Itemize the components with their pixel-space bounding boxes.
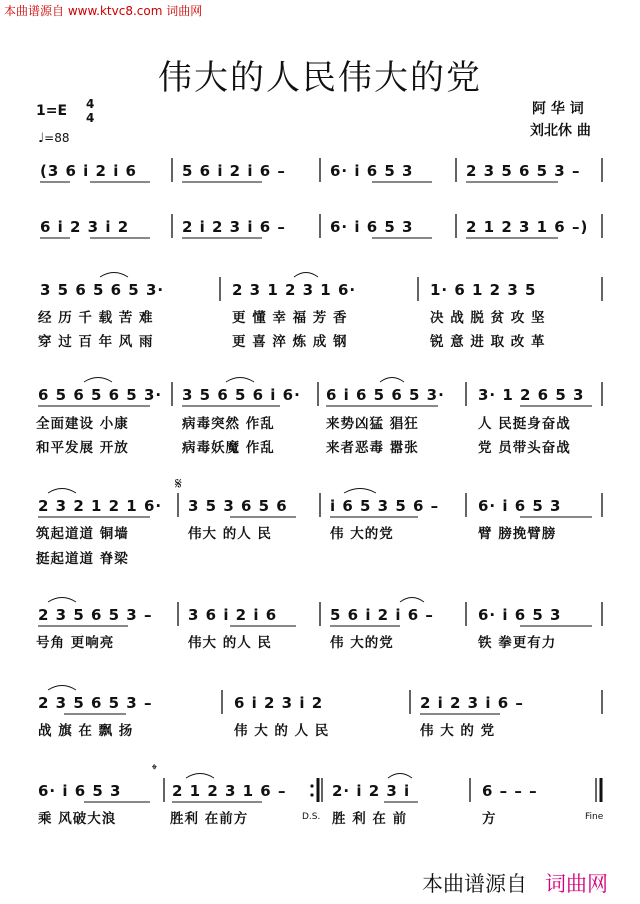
s4-lyric1-b: 病毒突然 作乱 — [182, 416, 275, 432]
top-watermark: 本曲谱源自 www.ktvc8.com 词曲网 — [4, 4, 203, 18]
composer-credit: 刘北休 曲 — [530, 123, 591, 139]
coda-icon: 𝄌 — [152, 762, 157, 778]
s7-bar2: 6 i 2 3 i 2 — [234, 694, 324, 712]
time-signature-bottom: 4 — [86, 111, 95, 125]
s4-bar4: 3· 1 2 6 5 3 — [478, 386, 585, 404]
s4-lyric2-a: 和平发展 开放 — [36, 440, 129, 456]
s3-bar1: 3 5 6 5 6 5 3· — [40, 281, 165, 299]
s5-bar1: 2 3 2 1 2 1 6· — [38, 497, 163, 515]
s5-lyric1-d: 臂 膀挽臂膀 — [478, 526, 557, 542]
bottom-watermark-left: 本曲谱源自 — [422, 872, 527, 896]
s8-bar4: 6 – – – — [482, 782, 538, 800]
s5-bar4: 6· i 6 5 3 — [478, 497, 562, 515]
s4-lyric1-d: 人 民挺身奋战 — [478, 416, 571, 432]
s3-lyric2-a: 穿 过 百 年 风 雨 — [38, 334, 154, 350]
s8-lyric1-a: 乘 风破大浪 — [38, 811, 117, 827]
bottom-watermark — [422, 868, 608, 898]
quarter-note-icon: ♩ — [38, 131, 45, 146]
s1-bar2: 5 6 i 2 i 6 – — [182, 162, 286, 180]
s5-lyric1-c: 伟 大的党 — [330, 526, 394, 542]
ds-marking: D.S. — [302, 812, 321, 822]
s3-lyric1-b: 更 懂 幸 福 芳 香 — [232, 310, 348, 326]
s4-bar2: 3 5 6 5 6 i 6· — [182, 386, 301, 404]
s8-bar1: 6· i 6 5 3 — [38, 782, 122, 800]
s6-bar2: 3 6 i 2 i 6 — [188, 606, 278, 624]
s4-bar3: 6 i 6 5 6 5 3· — [326, 386, 445, 404]
s2-bar4: 2 1 2 3 1 6 –) — [466, 218, 589, 236]
s4-lyric2-c: 来者恶毒 嚣张 — [326, 440, 419, 456]
repeat-dots — [310, 784, 313, 796]
s1-bar1: (3 6 i 2 i 6 — [40, 162, 137, 180]
s7-lyric1-c: 伟 大 的 党 — [420, 723, 496, 739]
s3-lyric2-b: 更 喜 淬 炼 成 钢 — [232, 334, 348, 350]
s8-lyric1-c: 胜 利 在 前 — [332, 811, 408, 827]
lyricist-credit: 阿 华 词 — [532, 101, 584, 117]
s2-bar1: 6 i 2 3 i 2 — [40, 218, 130, 236]
s7-lyric1-a: 战 旗 在 飘 扬 — [38, 723, 134, 739]
s7-bar3: 2 i 2 3 i 6 – — [420, 694, 524, 712]
key-signature: 1=E — [36, 103, 68, 119]
s6-lyric1-b: 伟大 的人 民 — [188, 635, 272, 651]
s4-lyric1-a: 全面建设 小康 — [36, 416, 129, 432]
s4-lyric2-b: 病毒妖魔 作乱 — [182, 440, 275, 456]
s3-lyric1-c: 决 战 脱 贫 攻 坚 — [430, 310, 546, 326]
time-signature-top: 4 — [86, 97, 95, 111]
s5-lyric2-a: 挺起道道 脊梁 — [36, 551, 129, 567]
s4-lyric2-d: 党 员带头奋战 — [478, 440, 571, 456]
s3-lyric2-c: 锐 意 进 取 改 革 — [430, 334, 546, 350]
s6-lyric1-c: 伟 大的党 — [330, 635, 394, 651]
final-bar-lines — [318, 778, 601, 802]
slur-arcs — [48, 273, 424, 779]
s1-bar3: 6· i 6 5 3 — [330, 162, 414, 180]
s6-lyric1-d: 铁 拳更有力 — [478, 635, 557, 651]
s6-lyric1-a: 号角 更响亮 — [36, 635, 115, 651]
s6-bar4: 6· i 6 5 3 — [478, 606, 562, 624]
s1-bar4: 2 3 5 6 5 3 – — [466, 162, 581, 180]
s4-lyric1-c: 来势凶猛 猖狂 — [326, 416, 419, 432]
s8-lyric1-b: 胜利 在前方 — [170, 811, 249, 827]
s7-lyric1-b: 伟 大 的 人 民 — [234, 723, 330, 739]
s3-bar2: 2 3 1 2 3 1 6· — [232, 281, 357, 299]
s6-bar1: 2 3 5 6 5 3 – — [38, 606, 153, 624]
s3-lyric1-a: 经 历 千 载 苦 难 — [38, 310, 154, 326]
s5-lyric1-a: 筑起道道 铜墙 — [36, 526, 129, 542]
s8-bar2: 2 1 2 3 1 6 – — [172, 782, 287, 800]
s6-bar3: 5 6 i 2 i 6 – — [330, 606, 434, 624]
s3-bar3: 1· 6 1 2 3 5 — [430, 281, 537, 299]
s5-bar3: i 6 5 3 5 6 – — [330, 497, 440, 515]
page-title: 伟大的人民伟大的党 — [158, 58, 482, 98]
s7-bar1: 2 3 5 6 5 3 – — [38, 694, 153, 712]
s5-lyric1-b: 伟大 的人 民 — [188, 526, 272, 542]
s5-bar2: 3 5 3 6 5 6 — [188, 497, 288, 515]
s2-bar3: 6· i 6 5 3 — [330, 218, 414, 236]
s2-bar2: 2 i 2 3 i 6 – — [182, 218, 286, 236]
s4-bar1: 6 5 6 5 6 5 3· — [38, 386, 163, 404]
segno-icon: 𝄋 — [175, 474, 182, 493]
bar-lines — [164, 158, 602, 802]
tempo-value: =88 — [44, 131, 70, 145]
s8-bar3: 2· i 2 3 i — [332, 782, 411, 800]
s8-lyric1-d: 方 — [482, 811, 497, 827]
bottom-watermark-right: 词曲网 — [545, 872, 608, 896]
fine-marking: Fine — [585, 812, 604, 822]
